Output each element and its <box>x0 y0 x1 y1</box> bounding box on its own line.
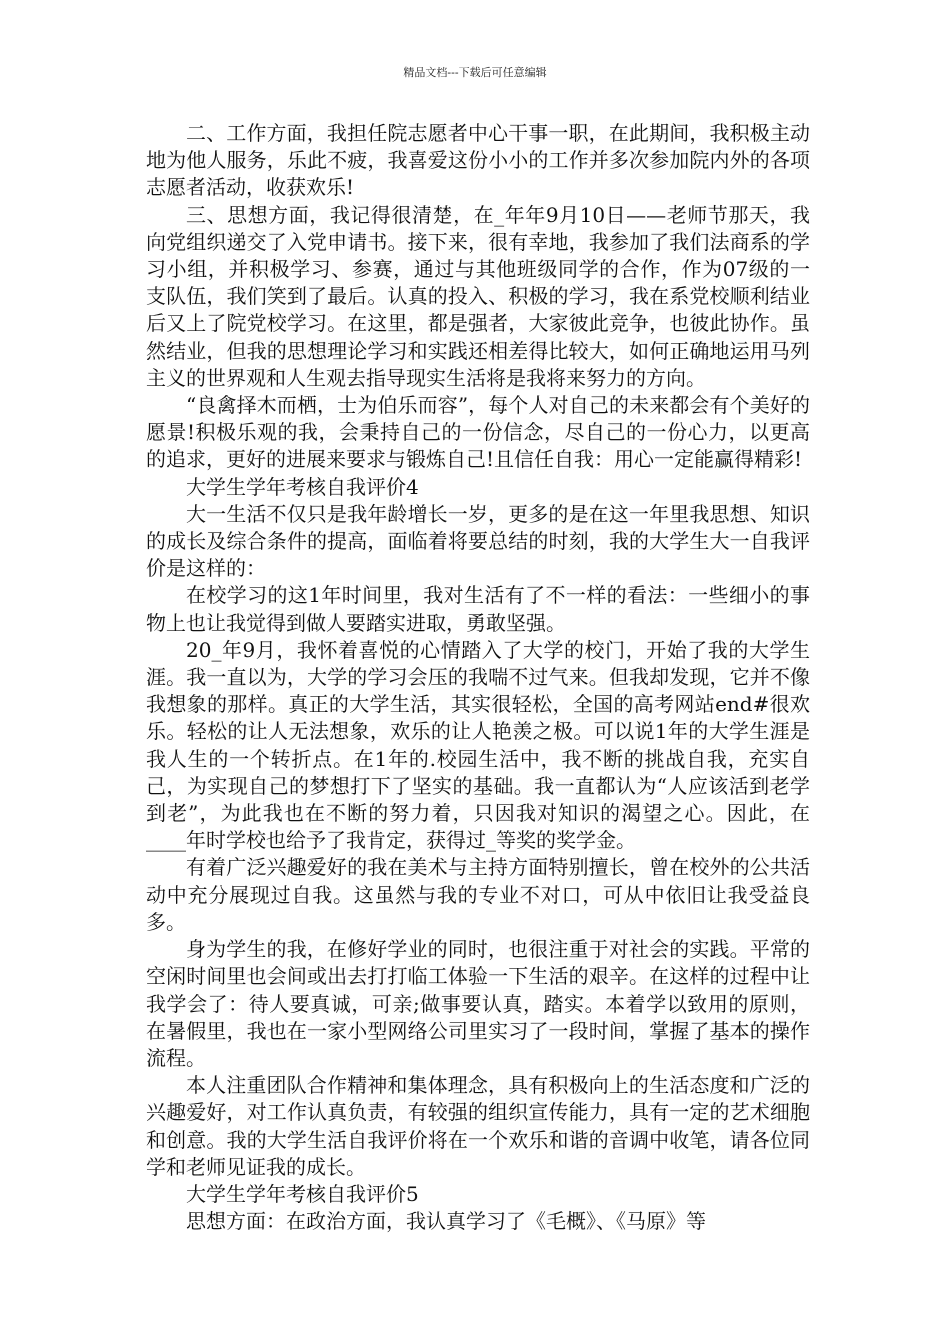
paragraph-study-year: 在校学习的这1年时间里，我对生活有了不一样的看法：一些细小的事物上也让我觉得到做人要踏实进取，勇敢坚强。 <box>146 583 810 635</box>
paragraph-intro: 大一生活不仅只是我年龄增长一岁，更多的是在这一年里我思想、知识的成长及综合条件的提高，面临着将要总结的时刻，我的大学生大一自我评价是这样的： <box>146 501 810 581</box>
paragraph-thought: 三、思想方面，我记得很清楚，在_年年9月10日——老师节那天，我向党组织递交了入党申请书。接下来，很有幸地，我参加了我们法商系的学习小组，并积极学习、参赛，通过与其他班级同学的合作，作为07级的一支队伍，我们笑到了最后。认真的投入、积极的学习，我在系党校顺利结业后又上了院党校学习。在这里，都是强者，大家彼此竞争，也彼此协作。虽然结业，但我的思想理论学习和实践还相差得比较大，如何正确地运用马列主义的世界观和人生观去指导现实生活将是我将来努力的方向。 <box>146 202 810 390</box>
paragraph-interests: 有着广泛兴趣爱好的我在美术与主持方面特别擅长，曾在校外的公共活动中充分展现过自我。这虽然与我的专业不对口，可从中依旧让我受益良多。 <box>146 855 810 934</box>
paragraph-politics: 思想方面：在政治方面，我认真学习了《毛概》、《马原》等 <box>186 1209 706 1234</box>
paragraph-college-life: 20_年9月，我怀着喜悦的心情踏入了大学的校门，开始了我的大学生涯。我一直以为，大学的学习会压的我喘不过气来。但我却发现，它并不像我想象的那样。真正的大学生活，其实很轻松，全国的高考网站end#很欢乐。轻松的让人无法想象，欢乐的让人艳羡之极。可以说1年的大学生涯是我人生的一个转折点。在1年的.校园生活中，我不断的挑战自我，充实自己，为实现自己的梦想打下了坚实的基础。我一直都认为“人应该活到老学到老”，为此我也在不断的努力着，只因我对知识的渴望之心。因此，在____年时学校也给予了我肯定，获得过_等奖的奖学金。 <box>146 637 810 853</box>
document-body <box>146 120 810 1235</box>
paragraph-motto: “良禽择木而栖，士为伯乐而容”，每个人对自己的未来都会有个美好的愿景!积极乐观的我，会秉持自己的一份信念，尽自己的一份心力，以更高的追求，更好的进展来要求与锻炼自己!且信任自我：用心一定能赢得精彩! <box>146 393 810 472</box>
paragraph-teamwork: 本人注重团队合作精神和集体理念，具有积极向上的生活态度和广泛的兴趣爱好，对工作认真负责，有较强的组织宣传能力，具有一定的艺术细胞和创意。我的大学生活自我评价将在一个欢乐和谐的音调中收笔，请各位同学和老师见证我的成长。 <box>146 1073 810 1179</box>
paragraph-work: 二、工作方面，我担任院志愿者中心干事一职，在此期间，我积极主动地为他人服务，乐此不疲，我喜爱这份小小的工作并多次参加院内外的各项志愿者活动，收获欢乐! <box>146 121 810 200</box>
paragraph-practice: 身为学生的我，在修好学业的同时，也很注重于对社会的实践。平常的空闲时间里也会间或出去打打临工体验一下生活的艰辛。在这样的过程中让我学会了：待人要真诚，可亲;做事要认真，踏实。本着学以致用的原则，在暑假里，我也在一家小型网络公司里实习了一段时间，掌握了基本的操作流程。 <box>146 937 810 1070</box>
section-heading-4: 大学生学年考核自我评价4 <box>186 474 419 499</box>
page-header: 精品文档---下载后可任意编辑 <box>403 66 547 79</box>
section-heading-5: 大学生学年考核自我评价5 <box>186 1181 419 1206</box>
